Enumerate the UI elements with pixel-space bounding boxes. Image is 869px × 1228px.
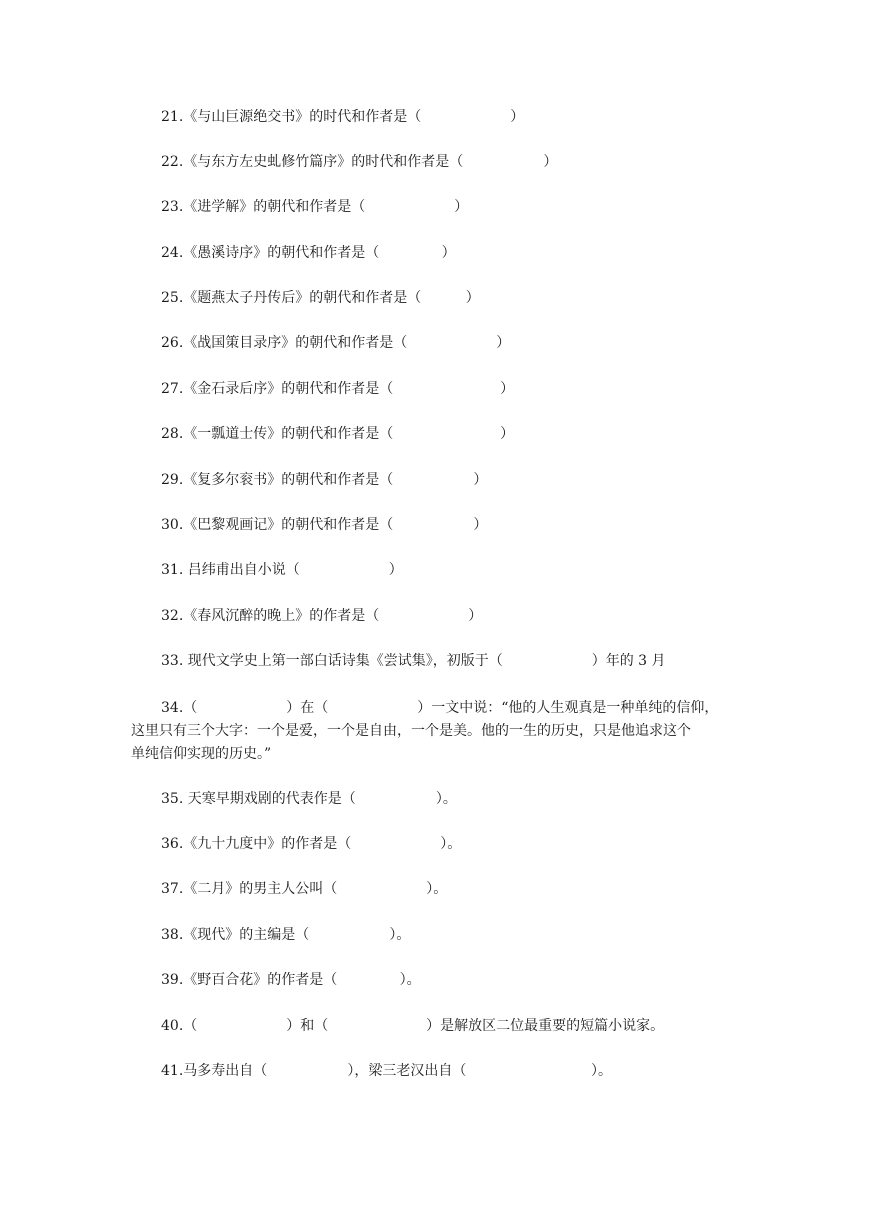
question-33: 33. 现代文学史上第一部白话诗集《尝试集》，初版于（ ）年的 3 月 xyxy=(161,653,666,669)
question-41: 41.马多寿出自（ ），梁三老汉出自（ ）。 xyxy=(161,1063,612,1079)
question-25: 25.《题燕太子丹传后》的朝代和作者是（ ） xyxy=(161,290,480,306)
question-21: 21.《与山巨源绝交书》的时代和作者是（ ） xyxy=(161,109,525,125)
question-36: 36.《九十九度中》的作者是（ ）。 xyxy=(161,836,462,852)
question-35: 35. 天寒早期戏剧的代表作是（ ）。 xyxy=(161,791,457,807)
question-23: 23.《进学解》的朝代和作者是（ ） xyxy=(161,199,469,215)
question-27: 27.《金石录后序》的朝代和作者是（ ） xyxy=(161,381,515,397)
question-40: 40.（ ）和（ ）是解放区二位最重要的短篇小说家。 xyxy=(161,1018,665,1034)
question-39: 39.《野百合花》的作者是（ ）。 xyxy=(161,972,421,988)
question-31: 31. 吕纬甫出自小说（ ） xyxy=(161,562,403,578)
question-37: 37.《二月》的男主人公叫（ ）。 xyxy=(161,881,448,897)
question-34-line-3: 单纯信仰实现的历史。” xyxy=(131,746,272,762)
question-34-line-1: 34.（ ）在（ ）一文中说：“他的人生观真是一种单纯的信仰， xyxy=(161,700,719,716)
question-24: 24.《愚溪诗序》的朝代和作者是（ ） xyxy=(161,245,456,261)
question-34-line-2: 这里只有三个大字：一个是爱，一个是自由，一个是美。他的一生的历史，只是他追求这个 xyxy=(131,723,691,739)
question-30: 30.《巴黎观画记》的朝代和作者是（ ） xyxy=(161,517,488,533)
question-28: 28.《一瓢道士传》的朝代和作者是（ ） xyxy=(161,426,515,442)
question-38: 38.《现代》的主编是（ ）。 xyxy=(161,927,411,943)
question-29: 29.《复多尔衮书》的朝代和作者是（ ） xyxy=(161,472,488,488)
question-26: 26.《战国策目录序》的朝代和作者是（ ） xyxy=(161,335,511,351)
question-32: 32.《春风沉醉的晚上》的作者是（ ） xyxy=(161,608,483,624)
question-22: 22.《与东方左史虬修竹篇序》的时代和作者是（ ） xyxy=(161,154,558,170)
